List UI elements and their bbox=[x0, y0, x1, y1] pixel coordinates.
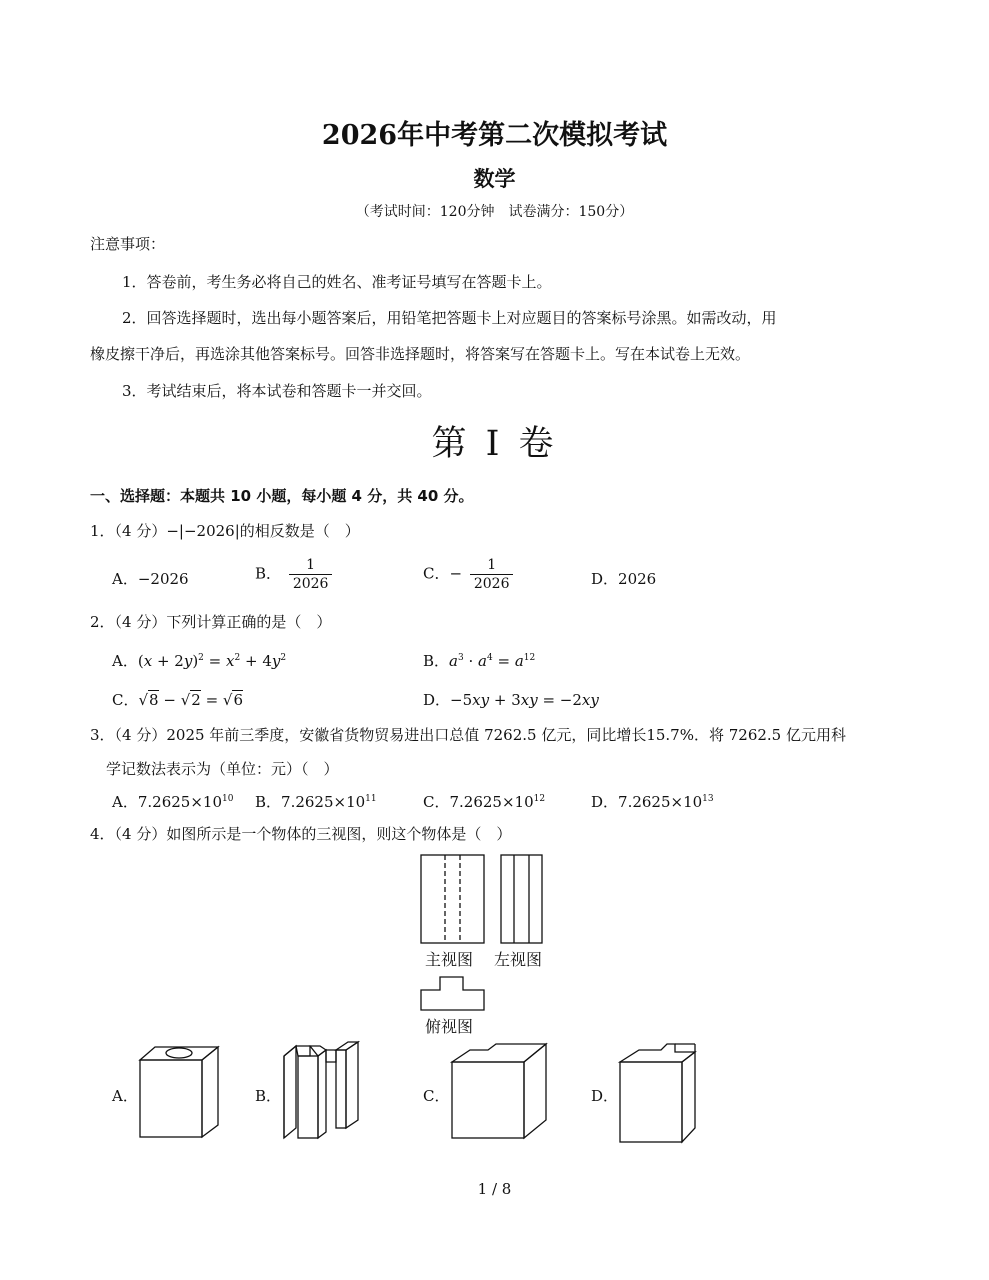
q3-option-a bbox=[112, 791, 233, 812]
q2-option-a bbox=[112, 650, 286, 671]
volume-title: 第 I 卷 bbox=[431, 424, 558, 464]
q1-option-d bbox=[591, 568, 656, 589]
front-view-label: 主视图 bbox=[425, 950, 474, 969]
left-view-label: 左视图 bbox=[494, 950, 543, 969]
top-view-label: 俯视图 bbox=[425, 1017, 474, 1036]
option-label: C． bbox=[112, 691, 139, 709]
option-label: A． bbox=[112, 652, 138, 670]
q2-option-b bbox=[423, 650, 535, 671]
option-label: D． bbox=[591, 793, 619, 811]
option-value: 2026 bbox=[618, 570, 657, 588]
q1-suffix: 的相反数是（ ） bbox=[239, 522, 360, 540]
exam-time-info: （考试时间：120分钟 试卷满分：150分） bbox=[355, 204, 634, 220]
option-exponent: 13 bbox=[702, 794, 714, 804]
q4-option-d-figure bbox=[617, 1040, 707, 1145]
option-label: C． bbox=[423, 793, 450, 811]
exam-title: 2026年中考第二次模拟考试 bbox=[321, 120, 668, 151]
q4-option-a-figure bbox=[138, 1045, 228, 1140]
numerator: 1 bbox=[306, 557, 316, 573]
option-label: D． bbox=[423, 691, 451, 709]
q1-prefix: 1．（4 分） bbox=[90, 522, 167, 540]
option-label: C． bbox=[423, 564, 450, 583]
option-base: 7.2625×10 bbox=[281, 793, 366, 811]
left-view-rect bbox=[501, 855, 542, 943]
option-exponent: 12 bbox=[533, 794, 546, 804]
fraction bbox=[289, 556, 333, 593]
question-4-stem: 4．（4 分）如图所示是一个物体的三视图，则这个物体是（ ） bbox=[90, 825, 512, 843]
note-3: 3．考试结束后，将本试卷和答题卡一并交回。 bbox=[122, 382, 432, 400]
option-label: A． bbox=[112, 570, 138, 588]
question-1-stem bbox=[90, 520, 360, 541]
top-view-drawing bbox=[418, 975, 488, 1015]
subject-title: 数学 bbox=[473, 166, 516, 191]
q3-option-c bbox=[423, 791, 545, 812]
q2-option-d bbox=[423, 689, 599, 710]
q4-option-a-label: A． bbox=[112, 1087, 138, 1105]
q1-option-c bbox=[423, 556, 516, 593]
option-base: 7.2625×10 bbox=[618, 793, 703, 811]
option-base: 7.2625×10 bbox=[449, 793, 534, 811]
note-2-line-1: 2．回答选择题时，选出每小题答案后，用铅笔把答题卡上对应题目的答案标号涂黑。如需改动，用 bbox=[122, 309, 777, 327]
page-number: 1 / 8 bbox=[477, 1180, 512, 1198]
option-label: B． bbox=[255, 564, 282, 583]
q2-c-formula: √8 − √2 = √6 bbox=[138, 691, 244, 709]
option-label: D． bbox=[591, 570, 619, 588]
option-label: A． bbox=[112, 793, 138, 811]
note-2-line-2: 橡皮擦干净后，再选涂其他答案标号。回答非选择题时，将答案写在答题卡上。写在本试卷上无效。 bbox=[90, 345, 751, 363]
q2-a-formula: $(x + 2y)^2 = x^2 + 4y^2$ bbox=[137, 652, 287, 670]
q4-option-c-label: C． bbox=[423, 1087, 450, 1105]
minus-sign: − bbox=[449, 564, 463, 583]
option-label: B． bbox=[255, 793, 282, 811]
front-view-rect bbox=[421, 855, 484, 943]
option-value: −2026 bbox=[137, 570, 189, 588]
note-1: 1．答卷前，考生务必将自己的姓名、准考证号填写在答题卡上。 bbox=[122, 273, 552, 291]
denominator: 2026 bbox=[289, 574, 333, 593]
question-3-line-2: 学记数法表示为（单位：元）（ ） bbox=[106, 760, 339, 778]
option-base: 7.2625×10 bbox=[137, 793, 222, 811]
top-view-shape bbox=[421, 977, 484, 1010]
q4-option-c-figure bbox=[448, 1040, 558, 1140]
option-label: B． bbox=[423, 652, 450, 670]
denominator: 2026 bbox=[470, 574, 514, 593]
q4-option-b-label: B． bbox=[255, 1087, 282, 1105]
q2-d-formula: −5xy + 3xy = −2xy bbox=[450, 691, 599, 709]
q4-option-b-figure bbox=[282, 1040, 372, 1140]
section-heading: 一、选择题：本题共 10 小题，每小题 4 分，共 40 分。 bbox=[90, 487, 474, 505]
question-2-stem: 2．（4 分）下列计算正确的是（ ） bbox=[90, 613, 332, 631]
question-3-line-1: 3．（4 分）2025 年前三季度，安徽省货物贸易进出口总值 7262.5 亿元，同比增长15.7%．将 7262.5 亿元用科 bbox=[90, 726, 846, 744]
numerator: 1 bbox=[487, 557, 497, 573]
q1-option-b bbox=[255, 556, 335, 593]
option-exponent: 10 bbox=[221, 794, 234, 804]
q3-option-b bbox=[255, 791, 377, 812]
q4-option-d-label: D． bbox=[591, 1087, 619, 1105]
q1-expression: −|−2026| bbox=[166, 522, 240, 540]
q2-b-formula: $a^3 \cdot a^4 = a^{12}$ bbox=[449, 652, 536, 670]
q3-option-d bbox=[591, 791, 714, 812]
option-exponent: 11 bbox=[365, 794, 377, 804]
three-view-drawings bbox=[415, 850, 555, 950]
q1-option-a bbox=[112, 568, 189, 589]
q2-option-c bbox=[112, 689, 243, 710]
fraction bbox=[470, 556, 514, 593]
notes-heading: 注意事项： bbox=[90, 235, 166, 253]
